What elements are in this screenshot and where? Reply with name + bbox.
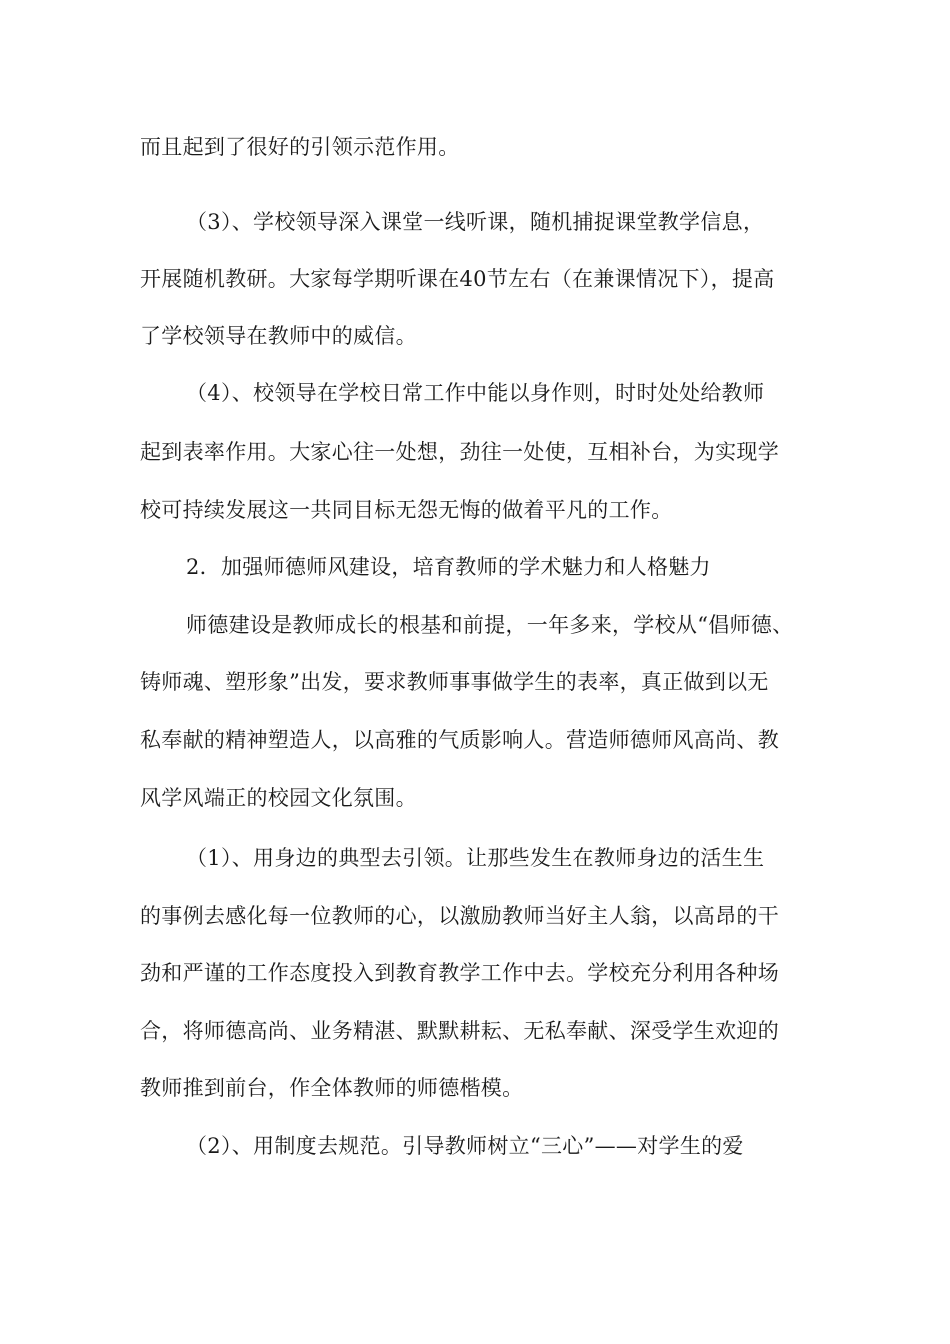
text-line: 私奉献的精神塑造人，以高雅的气质影响人。营造师德师风高尚、教	[140, 728, 779, 752]
text-line: 校可持续发展这一共同目标无怨无悔的做着平凡的工作。	[140, 498, 673, 522]
text-line: 风学风端正的校园文化氛围。	[140, 786, 417, 810]
text-line: 教师推到前台，作全体教师的师德楷模。	[140, 1076, 524, 1100]
text-line: 合，将师德高尚、业务精湛、默默耕耘、无私奉献、深受学生欢迎的	[140, 1019, 779, 1043]
text-line: （2）、用制度去规范。引导教师树立“三心”——对学生的爱	[186, 1134, 744, 1158]
text-line: 了学校领导在教师中的威信。	[140, 324, 417, 348]
text-line: （3）、学校领导深入课堂一线听课，随机捕捉课堂教学信息，	[186, 210, 765, 234]
text-line: （4）、校领导在学校日常工作中能以身作则，时时处处给教师	[186, 381, 765, 405]
text-line: 而且起到了很好的引领示范作用。	[140, 135, 460, 159]
text-line: 开展随机教研。大家每学期听课在40节左右（在兼课情况下），提高	[140, 267, 775, 291]
text-line: （1）、用身边的典型去引领。让那些发生在教师身边的活生生	[186, 846, 765, 870]
text-line: 师德建设是教师成长的根基和前提，一年多来，学校从“倡师德、	[186, 613, 794, 637]
text-line: 的事例去感化每一位教师的心，以激励教师当好主人翁，以高昂的干	[140, 904, 779, 928]
section-heading: 2．加强师德师风建设，培育教师的学术魅力和人格魅力	[186, 555, 711, 579]
text-line: 起到表率作用。大家心往一处想，劲往一处使，互相补台，为实现学	[140, 440, 779, 464]
text-line: 铸师魂、塑形象”出发，要求教师事事做学生的表率，真正做到以无	[140, 670, 769, 694]
text-line: 劲和严谨的工作态度投入到教育教学工作中去。学校充分利用各种场	[140, 961, 779, 985]
